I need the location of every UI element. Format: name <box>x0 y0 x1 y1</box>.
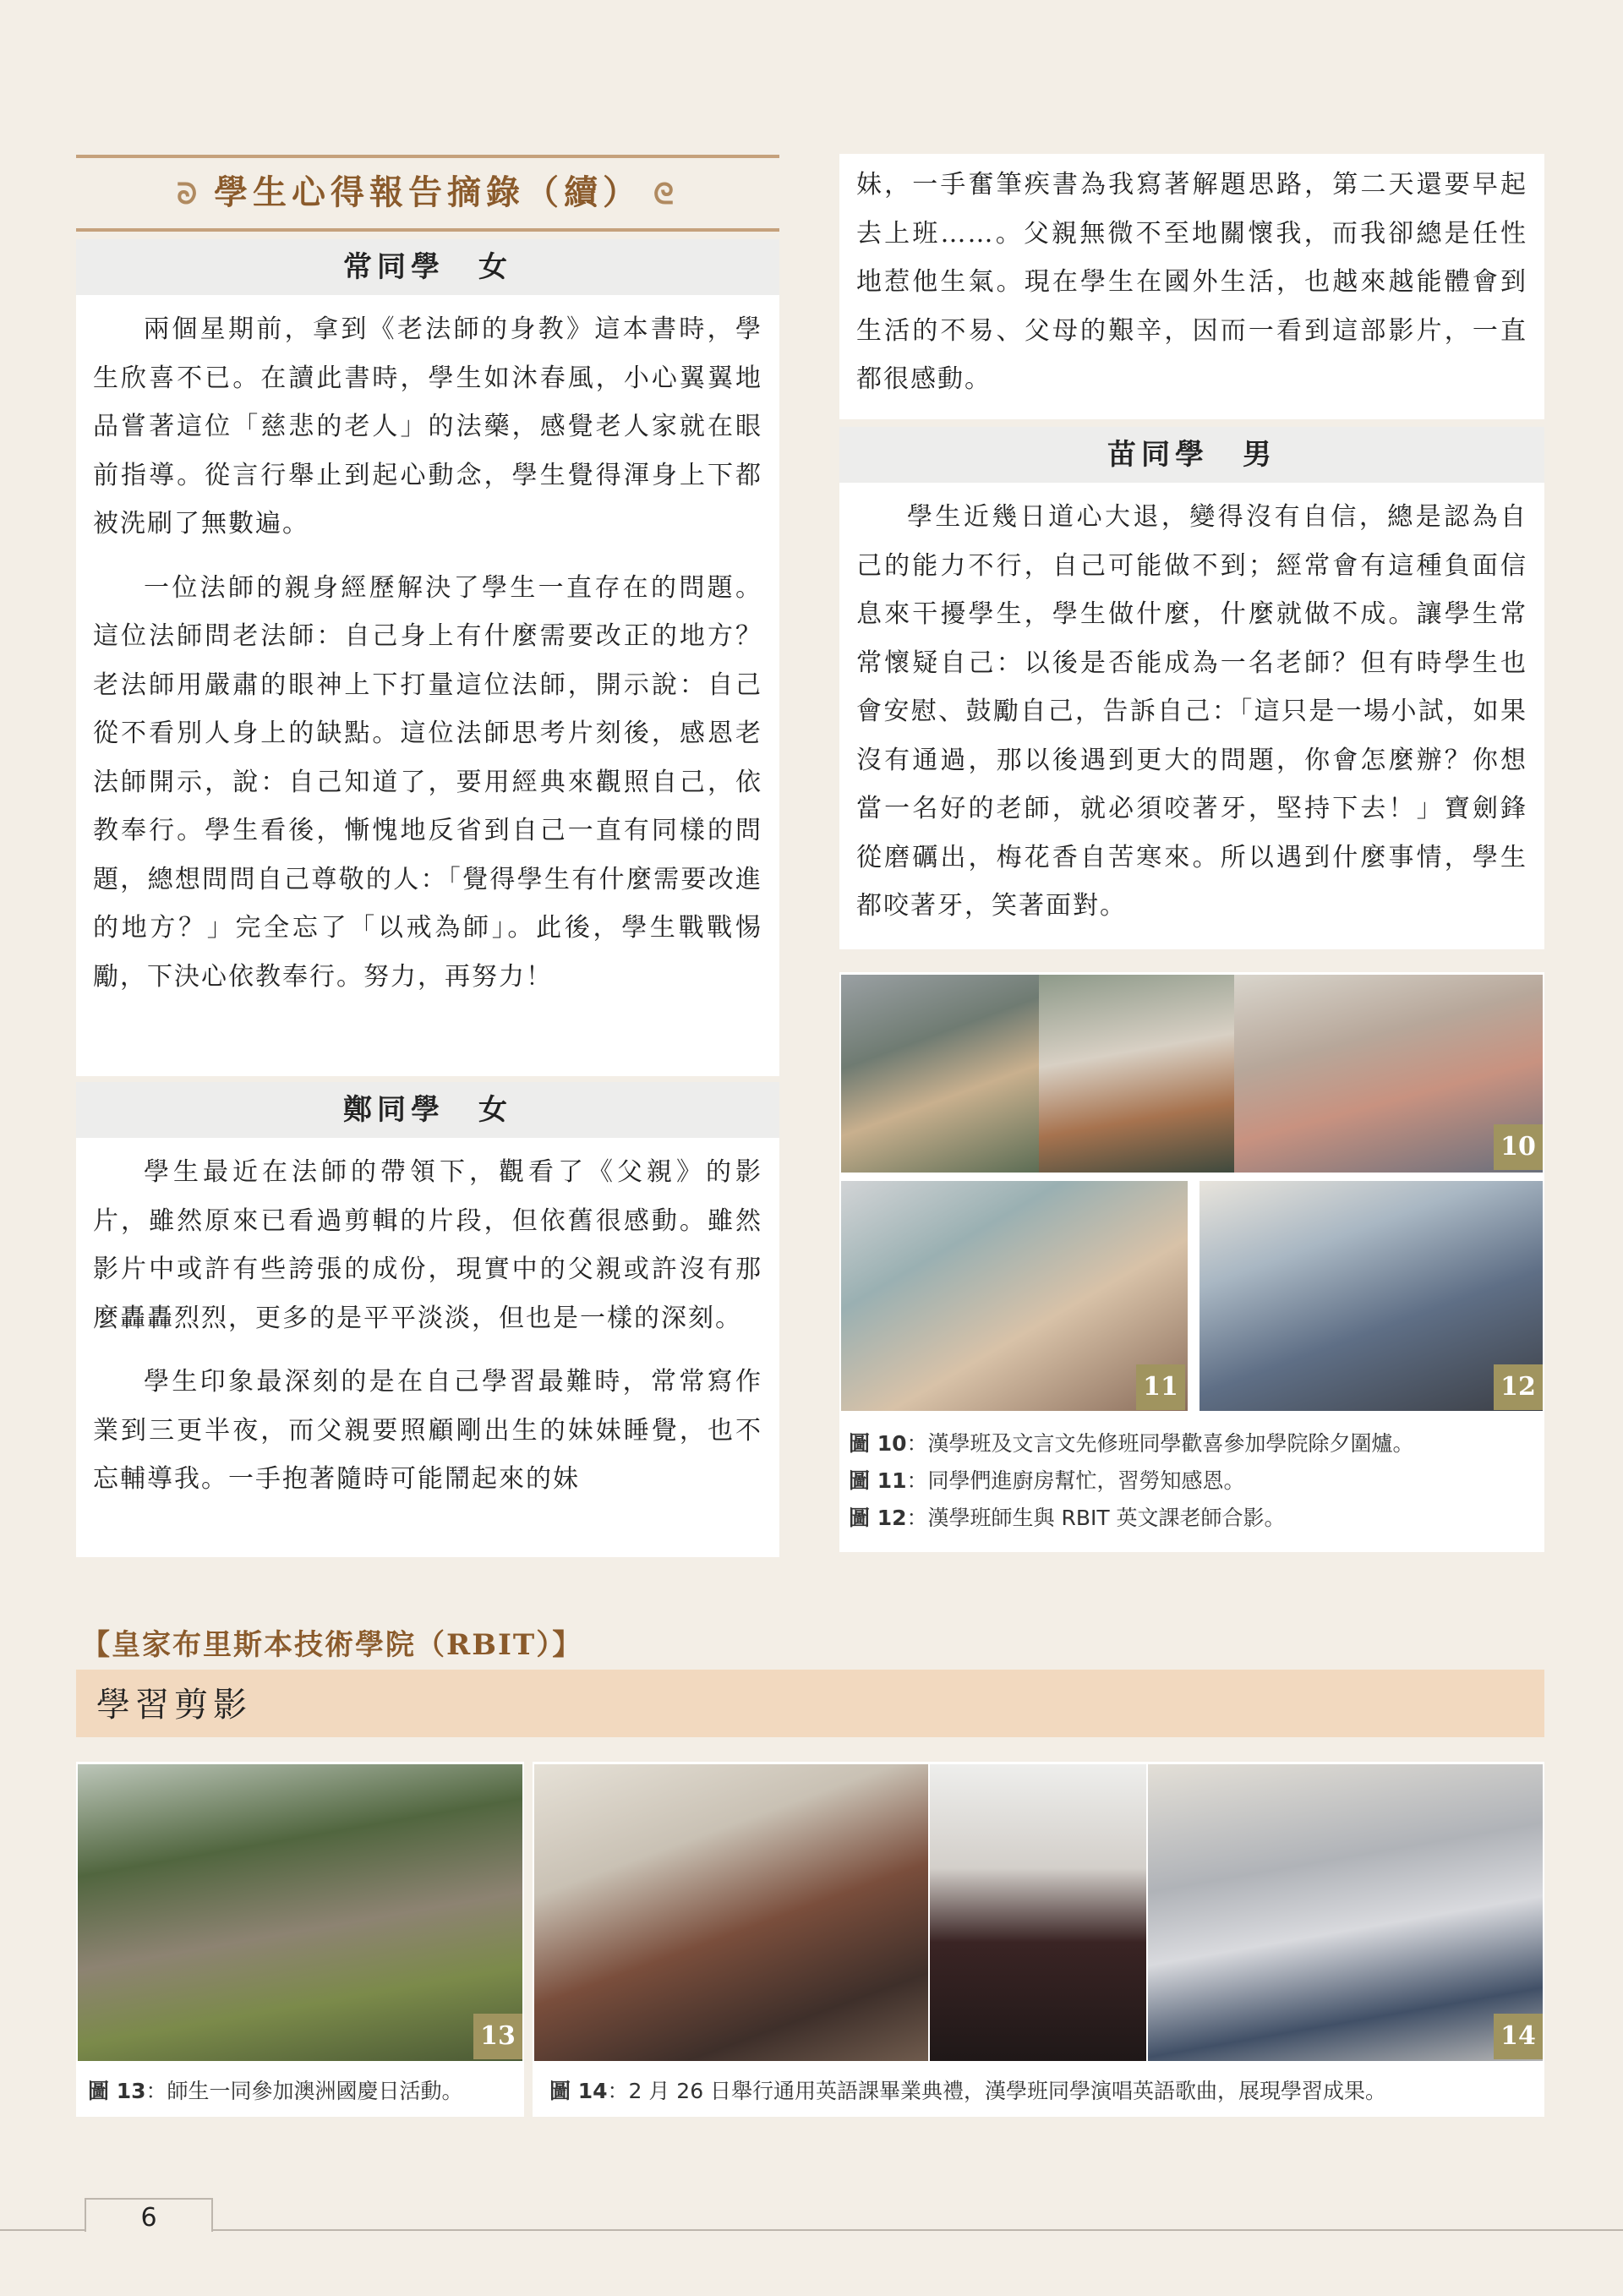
student-name-bar: 鄭同學 女 <box>76 1082 779 1138</box>
photo-graduation-singing <box>1148 1764 1543 2061</box>
caption-text: ：漢學班師生與 RBIT 英文課老師合影。 <box>906 1506 1286 1530</box>
photo-teacher-group <box>1199 1181 1543 1411</box>
report-paragraph: 一位法師的親身經歷解決了學生一直存在的問題。這位法師問老法師：自己身上有什麼需要改正的地方？老法師用嚴肅的眼神上下打量這位法師，開示說：自己從不看別人身上的缺點。這位法師思考片刻後，感恩老法師開示，說：自己知道了，要用經典來觀照自己，依教奉行。學生看後，慚愧地反省到自己一直有同樣的問題，總想問問自己尊敬的人：「覺得學生有什麼需要改進的地方？」完全忘了「以戒為師」。此後，學生戰戰惕勵，下決心依教奉行。努力，再努力！ <box>93 572 762 992</box>
report-paragraph: 妹，一手奮筆疾書為我寫著解題思路，第二天還要早起去上班……。父親無微不至地關懷我，而我卻總是任性地惹他生氣。現在學生在國外生活，也越來越能體會到生活的不易、父母的艱辛，因而一看到這部影片，一直都很感動。 <box>856 170 1527 394</box>
photo-graduation-audience <box>534 1764 928 2061</box>
report-paragraph: 兩個星期前，拿到《老法師的身教》這本書時，學生欣喜不已。在讀此書時，學生如沐春風，小心翼翼地品嘗著這位「慈悲的老人」的法藥，感覺老人家就在眼前指導。從言行舉止到起心動念，學生覺得渾身上下都被洗刷了無數遍。 <box>93 314 762 538</box>
footer-rule <box>0 2229 1623 2231</box>
section-title-text: 學生心得報告摘錄（續） <box>214 173 642 212</box>
caption-label: 圖 14 <box>549 2079 608 2103</box>
swirl-left-icon: ᘐ <box>177 178 202 211</box>
photo-captions-bottom-left <box>88 2073 519 2110</box>
rbit-subtitle-bar <box>76 1670 1544 1737</box>
caption-text: ：2 月 26 日舉行通用英語課畢業典禮，漢學班同學演唱英語歌曲，展現學習成果。 <box>607 2079 1387 2103</box>
report-paragraph: 學生印象最深刻的是在自己學習最難時，常常寫作業到三更半夜，而父親要照顧剛出生的妹妹睡覺，也不忘輔導我。一手抱著隨時可能鬧起來的妹 <box>93 1367 762 1494</box>
photo-caption <box>549 2073 1543 2110</box>
photo-badge: 10 <box>1494 1124 1543 1170</box>
student-report-box <box>76 295 779 1076</box>
photo-new-year-dinner-2 <box>1039 975 1234 1173</box>
student-report-box <box>76 1138 779 1557</box>
title-rule-top <box>76 155 779 158</box>
rbit-heading: 【皇家布里斯本技術學院（RBIT）】 <box>81 1628 583 1662</box>
title-rule-bottom <box>76 228 779 232</box>
photo-badge: 11 <box>1136 1364 1185 1410</box>
page-number: 6 <box>140 2203 157 2233</box>
student-name-bar: 常同學 女 <box>76 239 779 295</box>
swirl-right-icon: ᘓ <box>653 178 679 211</box>
photo-badge: 12 <box>1494 1364 1543 1410</box>
photo-new-year-dinner-1 <box>841 975 1039 1173</box>
photo-caption <box>88 2073 519 2110</box>
caption-label: 圖 12 <box>849 1506 907 1530</box>
caption-label: 圖 11 <box>849 1468 907 1493</box>
photo-caption <box>849 1500 1540 1537</box>
photo-captions-top <box>849 1425 1540 1537</box>
photo-caption <box>849 1425 1540 1462</box>
rbit-subtitle: 學習剪影 <box>96 1686 252 1725</box>
student-name-bar: 苗同學 男 <box>839 427 1544 483</box>
student-report-box-continued <box>839 154 1544 419</box>
caption-label: 圖 13 <box>88 2079 146 2103</box>
photo-australia-day <box>78 1764 522 2061</box>
report-paragraph: 學生最近在法師的帶領下，觀看了《父親》的影片，雖然原來已看過剪輯的片段，但依舊很感動。雖然影片中或許有些誇張的成份，現實中的父親或許沒有那麼轟轟烈烈，更多的是平平淡淡，但也是一樣的深刻。 <box>93 1157 762 1333</box>
photo-badge: 13 <box>473 2014 522 2059</box>
caption-text: ：同學們進廚房幫忙，習勞知感恩。 <box>906 1468 1245 1493</box>
section-title <box>76 159 779 228</box>
caption-text: ：漢學班及文言文先修班同學歡喜參加學院除夕圍爐。 <box>906 1431 1414 1456</box>
photo-captions-bottom-right <box>549 2073 1543 2110</box>
photo-graduation-teacher <box>930 1764 1146 2061</box>
report-paragraph: 學生近幾日道心大退，變得沒有自信，總是認為自己的能力不行，自己可能做不到；經常會有這種負面信息來干擾學生，學生做什麼，什麼就做不成。讓學生常常懷疑自己：以後是否能成為一名老師？但有時學生也會安慰、鼓勵自己，告訴自己：「這只是一場小試，如果沒有通過，那以後遇到更大的問題，你會怎麼辦？你想當一名好的老師，就必須咬著牙，堅持下去！」寶劍鋒從磨礪出，梅花香自苦寒來。所以遇到什麼事情，學生都咬著牙，笑著面對。 <box>856 502 1527 921</box>
photo-caption <box>849 1462 1540 1500</box>
caption-text: ：師生一同參加澳洲國慶日活動。 <box>145 2079 463 2103</box>
photo-badge: 14 <box>1494 2014 1543 2059</box>
caption-label: 圖 10 <box>849 1431 907 1456</box>
student-report-box <box>839 483 1544 949</box>
